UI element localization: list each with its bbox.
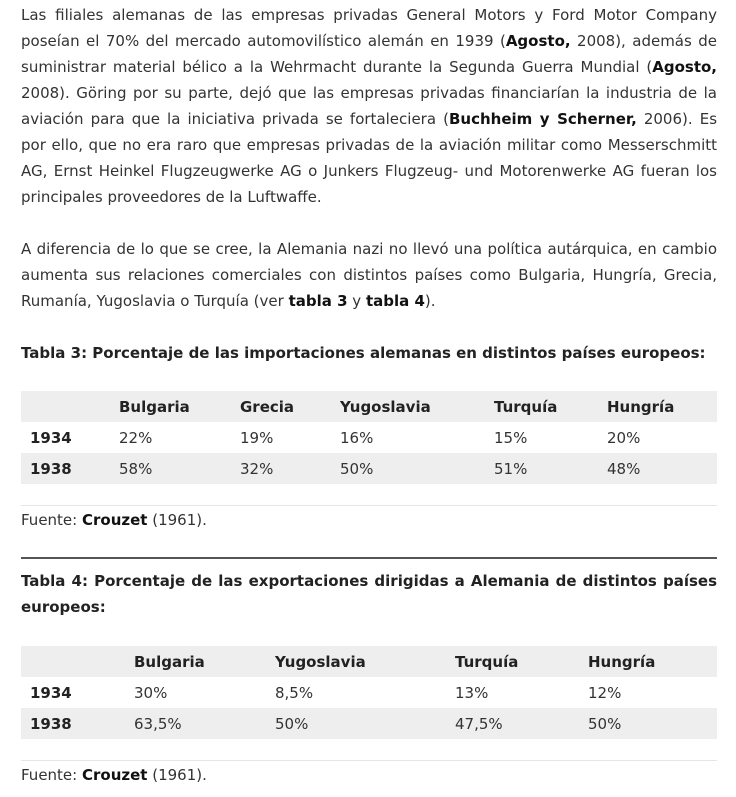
paragraph-1-text-b: 2008), además de suministrar material bélico a la Wehrmacht durante la Segunda Guerra Mundial ( (21, 32, 717, 76)
source-suffix: (1961). (147, 766, 207, 784)
table-cell: 12% (588, 683, 622, 702)
table-row (21, 677, 717, 708)
table-cell: 47,5% (455, 714, 503, 733)
paragraph-2 (21, 236, 717, 314)
section-divider (21, 557, 717, 559)
citation-agosto-2: Agosto, (652, 58, 717, 76)
table-header-cell: Turquía (455, 652, 519, 671)
table-cell: 19% (240, 428, 274, 447)
table-cell: 20% (607, 428, 641, 447)
table-header-cell: Bulgaria (119, 397, 190, 416)
table-header-cell: Hungría (607, 397, 675, 416)
paragraph-2-text-a: A diferencia de lo que se cree, la Alemania nazi no llevó una política autárquica, en cambio aumenta sus relaciones comerciales con distintos países como Bulgaria, Hungría, Grecia, Rumanía, Yugoslavia o Turquía (ver (21, 240, 717, 310)
table-4-footer-rule (21, 760, 717, 761)
table-cell: 48% (607, 459, 641, 478)
citation-agosto-1: Agosto, (505, 32, 571, 50)
table-3-source (21, 507, 207, 533)
table-header-cell: Bulgaria (134, 652, 205, 671)
table-cell: 63,5% (134, 714, 182, 733)
table-row (21, 422, 717, 453)
table-header-cell: Yugoslavia (275, 652, 366, 671)
source-suffix: (1961). (147, 511, 207, 529)
table-4 (21, 646, 717, 739)
table-cell: 51% (494, 459, 528, 478)
row-year-cell: 1934 (30, 683, 72, 702)
table-4-source (21, 762, 207, 788)
table-cell: 8,5% (275, 683, 314, 702)
table-cell: 16% (340, 428, 374, 447)
ref-tabla-3: tabla 3 (288, 292, 348, 310)
table-header-row (21, 646, 717, 677)
table-cell: 58% (119, 459, 153, 478)
row-year-cell: 1938 (30, 714, 72, 733)
ref-tabla-4: tabla 4 (365, 292, 425, 310)
paragraph-1-text-a: Las filiales alemanas de las empresas privadas General Motors y Ford Motor Company poseían el 70% del mercado automovilístico alemán en 1939 ( (21, 6, 717, 50)
paragraph-1-text-d: 2006). Es por ello, que no era raro que empresas privadas de la aviación militar como Messerschmitt AG, Ernst Heinkel Flugzeugwerke AG o Junkers Flugzeug- und Motorenwerke AG fueran los principales proveedores de la Luftwaffe. (21, 110, 718, 206)
table-cell: 50% (340, 459, 374, 478)
paragraph-1 (21, 2, 717, 210)
table-4-caption: Tabla 4: Porcentaje de las exportaciones dirigidas a Alemania de distintos países europeos: (21, 572, 717, 616)
source-ref-crouzet: Crouzet (81, 511, 148, 529)
table-header-cell: Grecia (240, 397, 295, 416)
table-row (21, 708, 717, 739)
table-cell: 22% (119, 428, 153, 447)
table-header-cell (21, 391, 110, 422)
table-cell: 15% (494, 428, 528, 447)
row-year-cell: 1934 (30, 428, 72, 447)
table-3 (21, 391, 717, 484)
table-cell: 32% (240, 459, 274, 478)
source-ref-crouzet: Crouzet (81, 766, 148, 784)
paragraph-1-text-c: 2008). Göring por su parte, dejó que las empresas privadas financiarían la industria de la aviación para que la iniciativa privada se fortaleciera ( (21, 84, 717, 128)
table-cell: 13% (455, 683, 489, 702)
table-header-cell (21, 646, 125, 677)
table-header-cell: Hungría (588, 652, 656, 671)
table-cell: 50% (275, 714, 309, 733)
source-prefix: Fuente: (21, 766, 82, 784)
source-prefix: Fuente: (21, 511, 82, 529)
row-year-cell: 1938 (30, 459, 72, 478)
paragraph-2-text-c: ). (424, 292, 436, 310)
paragraph-2-text-b: y (347, 292, 366, 310)
table-header-cell: Yugoslavia (340, 397, 431, 416)
table-3-footer-rule (21, 505, 717, 506)
table-row (21, 453, 717, 484)
table-cell: 50% (588, 714, 622, 733)
table-cell: 30% (134, 683, 168, 702)
table-header-cell: Turquía (494, 397, 558, 416)
table-header-row (21, 391, 717, 422)
table-3-caption: Tabla 3: Porcentaje de las importaciones alemanas en distintos países europeos: (21, 344, 706, 362)
citation-buchheim-scherner: Buchheim y Scherner, (448, 110, 637, 128)
